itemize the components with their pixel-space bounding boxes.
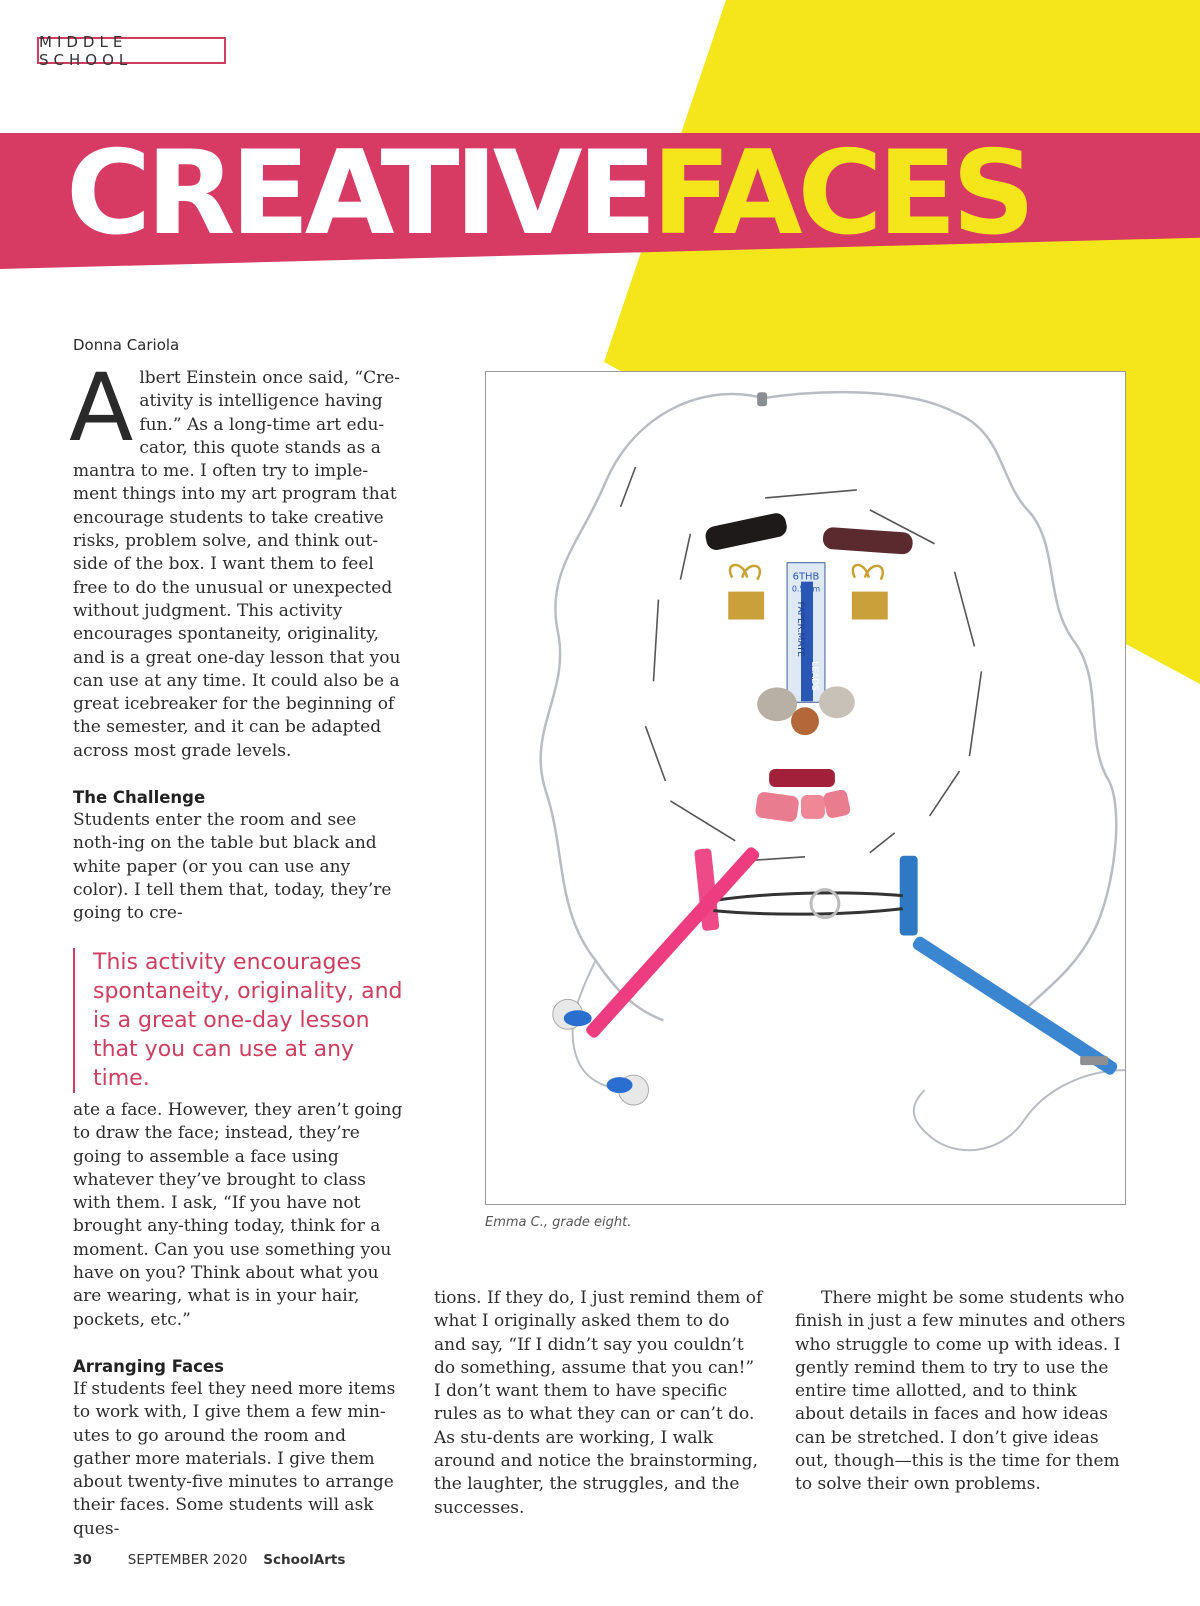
page-number: 30 (73, 1552, 92, 1568)
lower-lip-eraser-2 (801, 795, 825, 819)
title-word-faces: FACES (651, 126, 1031, 261)
page-title (66, 126, 1031, 261)
challenge-paragraph: Students enter the room and see noth-ing on the table but black and white paper (or you can use any color). I tell them that, today, they’re going to cre- (73, 810, 392, 924)
heading-the-challenge: The Challenge (73, 788, 206, 808)
author-byline: Donna Cariola (73, 336, 180, 354)
column-3 (795, 1287, 1127, 1497)
column-3-paragraph: There might be some students who finish in just a few minutes and others who struggle to come up with ideas. I gently remind them to try to use the entire time allotted, and to think about details in faces and how ideas can be stretched. I don’t give ideas out, though—this is the time for them to solve their own problems. (795, 1288, 1126, 1495)
cord-slider (757, 392, 767, 406)
right-eye-binder-clip (852, 565, 888, 620)
face-assemblage-illustration (486, 372, 1125, 1204)
lead-brand: PAPER:MATE (795, 601, 806, 657)
column-1-lower (73, 1099, 403, 1541)
title-word-creative: CREATIVE (66, 126, 652, 261)
pull-quote: This activity encourages spontaneity, originality, and is a great one-day lesson that you can use at any time. (73, 948, 403, 1093)
audio-jack (1080, 1056, 1108, 1065)
column-1-upper (69, 354, 403, 926)
lower-lip-eraser-3 (823, 789, 852, 819)
lead-size: 0.5mm (791, 584, 821, 594)
page-footer (73, 1552, 345, 1568)
intro-text: lbert Einstein once said, “Cre-ativity is intelligence having fun.” As a long-time art edu-cator, this quote stands as a mantra to me. I often try to imple-ment things into my art program that encourage students to take creative risks, problem solve, and think out-side of the box. I want them to feel free to do the unusual or unexpected without judgment. This activity encourages spontaneity, originality, and is a great one-day lesson that you can use at any time. It could also be a great icebreaker for the beginning of the semester, and it can be adapted across most grade levels. (73, 368, 401, 761)
nose-lead-case (787, 563, 825, 703)
earphone-cord (541, 394, 764, 1020)
left-body-marker (584, 845, 761, 1040)
left-eye-binder-clip (728, 565, 764, 620)
lower-lip-eraser-1 (755, 791, 800, 822)
student-artwork-photo (485, 371, 1126, 1205)
right-body-marker (911, 935, 1119, 1077)
intro-paragraph (69, 354, 403, 763)
nostril-eraser-right (819, 686, 855, 718)
magazine-name: SchoolArts (263, 1552, 346, 1568)
lead-word: LEADS (808, 661, 819, 691)
earbud-left (553, 999, 592, 1029)
upper-lip-marker (769, 769, 835, 787)
lead-label: 6THB (792, 571, 820, 583)
challenge-continued-paragraph: ate a face. However, they aren’t going to draw the face; instead, they’re going to assemble a face using whatever they’ve brought to class with them. I ask, “If you have not brought any-thing today, think for a moment. Can you use something you have on you? Think about what you are wearing, what is in your hair, pockets, etc.” (73, 1100, 403, 1330)
nostril-penny (791, 707, 819, 735)
column-2 (434, 1287, 766, 1520)
issue-date: SEPTEMBER 2020 (127, 1552, 248, 1568)
earbud-right (607, 1075, 649, 1105)
hair-tie-necklace (713, 893, 902, 914)
nostril-eraser-left (757, 687, 797, 721)
heading-arranging-faces: Arranging Faces (73, 1356, 224, 1376)
left-eyebrow-cap (704, 511, 789, 551)
drop-cap: A (69, 354, 134, 463)
earphone-cord-4 (914, 1070, 1125, 1150)
photo-caption: Emma C., grade eight. (485, 1215, 632, 1230)
section-tag: MIDDLE SCHOOL (37, 37, 226, 64)
right-eyebrow-cap (822, 527, 913, 555)
arranging-paragraph: If students feel they need more items to work with, I give them a few min-utes to go around the room and gather more materials. I give them about twenty-five minutes to arrange their faces. Some students will ask ques- (73, 1378, 396, 1539)
column-2-paragraph: tions. If they do, I just remind them of what I originally asked them to do and say, “If I didn’t say you couldn’t do something, assume that you can!” I don’t want them to have specific rules as to what they can or can’t do. As stu-dents are working, I walk around and notice the brainstorming, the laughter, the struggles, and the successes. (434, 1288, 763, 1518)
